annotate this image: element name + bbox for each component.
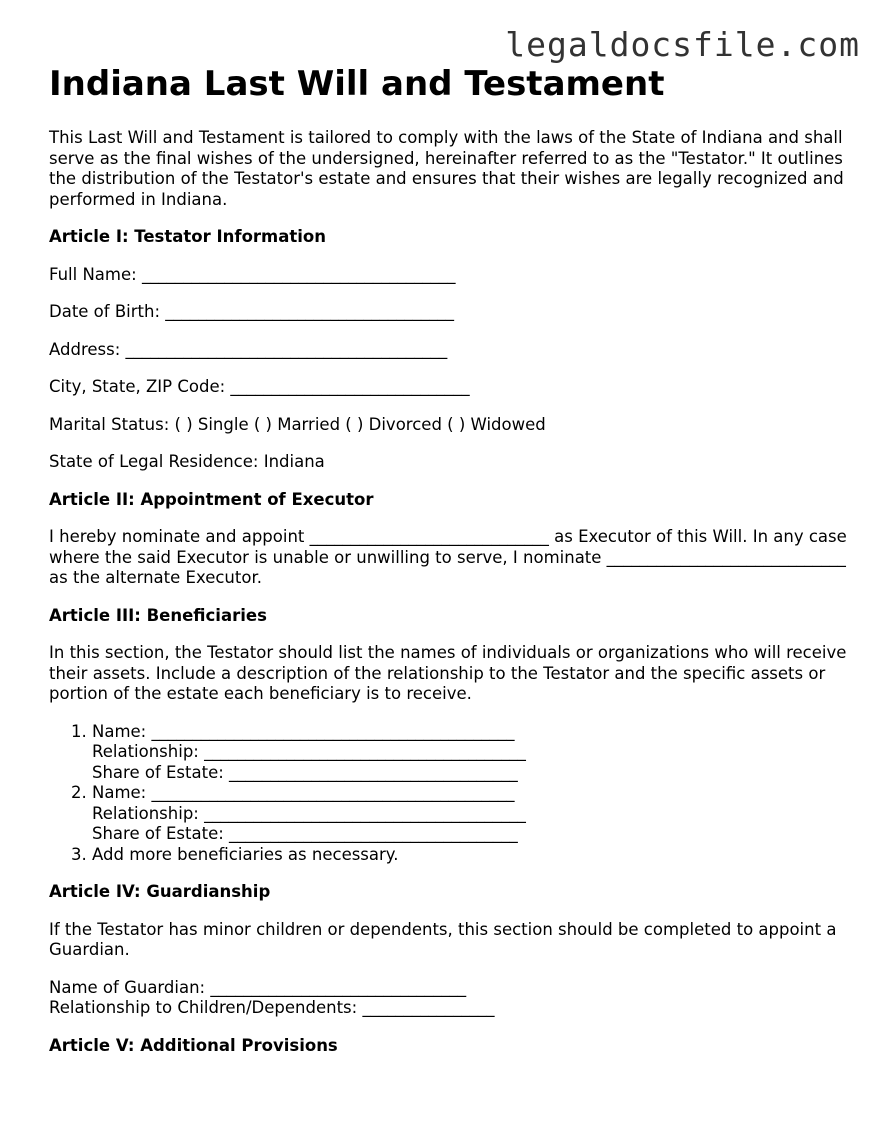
- document-title: Indiana Last Will and Testament: [49, 64, 665, 104]
- document-body: [49, 62, 849, 1056]
- address-field: Address: _______________________________________: [49, 339, 448, 359]
- legal-residence-field: State of Legal Residence: Indiana: [49, 452, 325, 471]
- article-4-heading: Article IV: Guardianship: [49, 882, 271, 901]
- article-3-heading: Article III: Beneficiaries: [49, 605, 267, 625]
- beneficiary-name-field: Name: ____________________________________________: [92, 721, 515, 741]
- article-5-heading: Article V: Additional Provisions: [49, 1035, 338, 1055]
- guardian-relationship-field: Relationship to Children/Dependents: ________________: [49, 998, 495, 1017]
- intro-paragraph: This Last Will and Testament is tailored to comply with the laws of the State of Indiana and shall serve as the final wishes of the undersigned, hereinafter referred to as the "Testator." It outlines the distribution of the Testator's estate and ensures that their wishes are legally recognized and performed in Indiana.: [49, 128, 844, 209]
- beneficiary-relationship-field: Relationship: _______________________________________: [92, 742, 526, 761]
- article-1-heading: Article I: Testator Information: [49, 227, 326, 246]
- beneficiaries-paragraph: In this section, the Testator should list the names of individuals or organizations who will receive their assets. Include a description of the relationship to the Testator and the specific assets or portion of the estate each beneficiary is to receive.: [49, 643, 847, 703]
- beneficiary-relationship-field: Relationship: _______________________________________: [92, 803, 526, 823]
- guardian-fields: [49, 978, 849, 1019]
- list-item: [92, 722, 849, 784]
- list-item: [92, 783, 849, 845]
- article-2-heading: Article II: Appointment of Executor: [49, 489, 374, 509]
- list-item: [92, 845, 849, 866]
- full-name-field: Full Name: ______________________________________: [49, 264, 456, 284]
- beneficiary-list: [49, 722, 849, 866]
- add-more-note: Add more beneficiaries as necessary.: [92, 844, 399, 864]
- beneficiary-share-field: Share of Estate: ___________________________________: [92, 824, 518, 843]
- site-watermark: legaldocsfile.com: [505, 25, 860, 64]
- beneficiary-name-field: Name: ____________________________________________: [92, 783, 515, 802]
- city-state-zip-field: City, State, ZIP Code: _____________________________: [49, 377, 470, 396]
- beneficiary-share-field: Share of Estate: ___________________________________: [92, 762, 518, 782]
- marital-status-field: Marital Status: ( ) Single ( ) Married ( ) Divorced ( ) Widowed: [49, 414, 546, 434]
- executor-paragraph: I hereby nominate and appoint _____________________________ as Executor of this Will. In any case where the said Executor is unable or unwilling to serve, I nominate _____________________________ as the alternate Executor.: [49, 527, 847, 587]
- date-of-birth-field: Date of Birth: ___________________________________: [49, 302, 454, 321]
- guardianship-paragraph: If the Testator has minor children or dependents, this section should be completed to appoint a Guardian.: [49, 919, 837, 959]
- guardian-name-field: Name of Guardian: _______________________________: [49, 977, 467, 997]
